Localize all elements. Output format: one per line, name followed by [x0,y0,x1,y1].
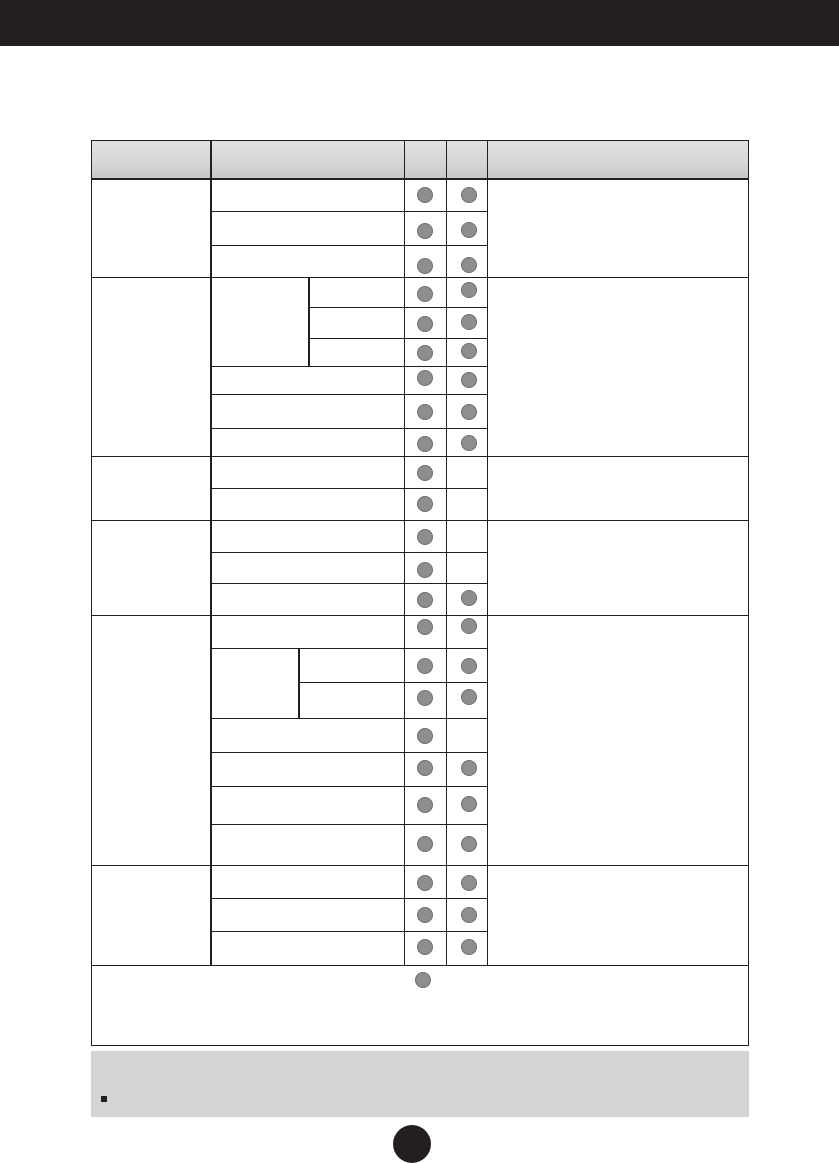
note-box [91,1051,749,1117]
supported-mark-icon [417,436,433,452]
supported-mark-icon [417,592,433,608]
group-separator [91,520,749,521]
supported-mark-icon [461,618,477,634]
table-left-border [91,140,92,1046]
supported-mark-icon [461,875,477,891]
row-separator [298,682,487,683]
chapter-header-bar [0,0,839,46]
supported-mark-icon [461,257,477,273]
supported-mark-icon [417,223,433,239]
group-separator [91,865,749,866]
supported-mark-icon [461,372,477,388]
group-separator [91,615,749,616]
supported-mark-icon [417,187,433,203]
supported-mark-icon [461,796,477,812]
supported-mark-icon [461,282,477,298]
supported-mark-icon [417,370,433,386]
item-column-rule [210,178,212,966]
supported-mark-icon [461,907,477,923]
table-bottom-border [91,1045,749,1046]
supported-mark-icon [461,404,477,420]
row-separator [210,786,487,787]
mark-column-rule-1 [404,178,405,966]
table-column-rule [446,140,447,179]
table-column-rule [210,140,212,179]
supported-mark-icon [417,258,433,274]
supported-mark-icon [461,836,477,852]
row-separator [210,824,487,825]
supported-mark-icon [415,972,431,988]
table-column-rule [487,140,488,179]
supported-mark-icon [461,314,477,330]
supported-mark-icon [417,939,433,955]
supported-mark-icon [461,222,477,238]
supported-mark-icon [417,404,433,420]
footer-separator [91,965,749,966]
row-separator [210,552,487,553]
row-separator [210,583,487,584]
supported-mark-icon [417,465,433,481]
supported-mark-icon [417,496,433,512]
supported-mark-icon [461,590,477,606]
row-separator [210,394,487,395]
supported-mark-icon [461,658,477,674]
supported-mark-icon [417,619,433,635]
supported-mark-icon [417,562,433,578]
group-separator [91,277,749,278]
row-separator [210,718,487,719]
supported-mark-icon [417,836,433,852]
header-bottom-rule [91,178,749,180]
supported-mark-icon [461,760,477,776]
row-separator [210,428,487,429]
supported-mark-icon [417,728,433,744]
supported-mark-icon [461,689,477,705]
settings-table [91,140,749,1046]
supported-mark-icon [417,286,433,302]
supported-mark-icon [417,658,433,674]
row-separator [210,245,487,246]
supported-mark-icon [461,187,477,203]
mark-column-rule-2 [446,178,447,966]
row-separator [308,338,487,339]
supported-mark-icon [417,797,433,813]
row-separator [210,648,487,649]
supported-mark-icon [417,875,433,891]
table-top-border [91,140,749,141]
group-separator [91,456,749,457]
supported-mark-icon [461,435,477,451]
supported-mark-icon [417,529,433,545]
row-separator [210,488,487,489]
row-separator [210,366,487,367]
row-separator [210,931,487,932]
row-separator [210,211,487,212]
page-number-badge [393,1125,431,1163]
supported-mark-icon [417,690,433,706]
subitem-column-rule [308,277,310,366]
subitem-column-rule [298,648,300,718]
supported-mark-icon [417,907,433,923]
row-separator [308,307,487,308]
supported-mark-icon [461,343,477,359]
supported-mark-icon [417,345,433,361]
supported-mark-icon [461,939,477,955]
table-column-rule [404,140,405,179]
supported-mark-icon [417,760,433,776]
mark-column-rule-3 [487,178,488,966]
row-separator [210,898,487,899]
note-bullet-icon [101,1096,107,1102]
row-separator [210,752,487,753]
supported-mark-icon [417,316,433,332]
table-header-row [91,140,749,178]
table-right-border [748,140,749,1046]
